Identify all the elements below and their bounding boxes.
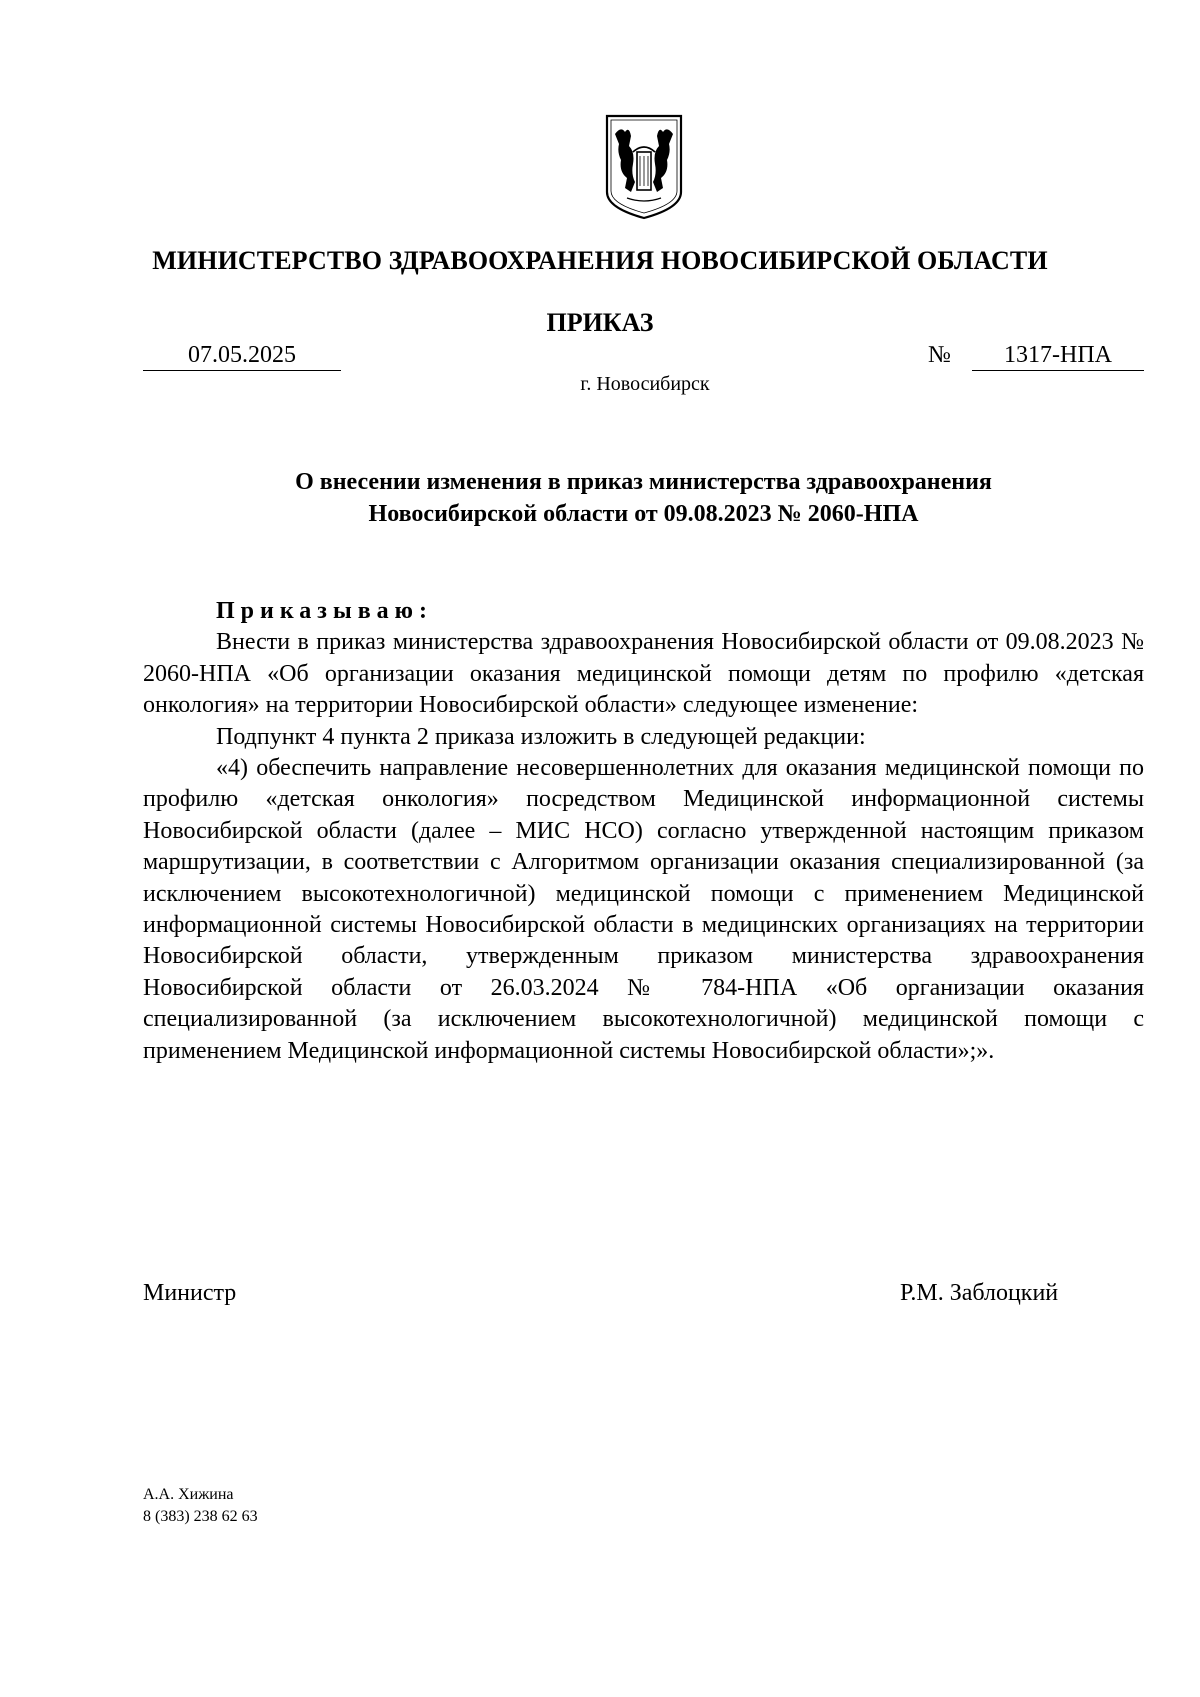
body-paragraph-3: «4) обеспечить направление несовершеннолетних для оказания медицинской помощи по профилю «детская онкология» посредством Медицинской информационной системы Новосибирской области (далее – МИС НСО) согласно утвержденной настоящим приказом маршрутизации, в соответствии с Алгоритмом организации оказания специализированной (за исключением высокотехнологичной) медицинской помощи с применением Медицинской информационной системы Новосибирской области в медицинских организациях на территории Новосибирской области, утвержденным приказом министерства здравоохранения Новосибирской области от 26.03.2024 № 784-НПА «Об организации оказания специализированной (за исключением высокотехнологичной) медицинской помощи с применением Медицинской информационной системы Новосибирской области»;». — [143, 755, 1144, 1064]
document-type: ПРИКАЗ — [546, 308, 654, 337]
body-paragraph-1: Внести в приказ министерства здравоохранения Новосибирской области от 09.08.2023 № 2060-НПА «Об организации оказания медицинской помощи детям по профилю «детская онкология» на территории Новосибирской области» следующее изменение: — [143, 629, 1144, 719]
city-name: г. Новосибирск — [580, 373, 710, 395]
order-number: 1317-НПА — [972, 340, 1144, 371]
order-subject — [143, 466, 1144, 530]
executor-name: А.А. Хижина — [143, 1486, 234, 1503]
ministry-name: МИНИСТЕРСТВО ЗДРАВООХРАНЕНИЯ НОВОСИБИРСКОЙ ОБЛАСТИ — [152, 246, 1048, 275]
executor-phone: 8 (383) 238 62 63 — [143, 1508, 258, 1525]
subject-line-2: Новосибирской области от 09.08.2023 № 2060-НПА — [368, 501, 919, 527]
subject-line-1: О внесении изменения в приказ министерства здравоохранения — [295, 469, 992, 495]
executor-info — [143, 1484, 258, 1528]
number-sign: № — [928, 342, 951, 368]
signer-title: Министр — [143, 1280, 237, 1306]
order-date: 07.05.2025 — [143, 340, 341, 371]
order-body — [143, 596, 1144, 1067]
body-paragraph-2: Подпункт 4 пункта 2 приказа изложить в следующей редакции: — [216, 723, 866, 750]
order-keyword: Приказываю: — [216, 598, 433, 624]
signer-name: Р.М. Заблоцкий — [900, 1280, 1059, 1306]
coat-of-arms-icon — [603, 112, 685, 220]
